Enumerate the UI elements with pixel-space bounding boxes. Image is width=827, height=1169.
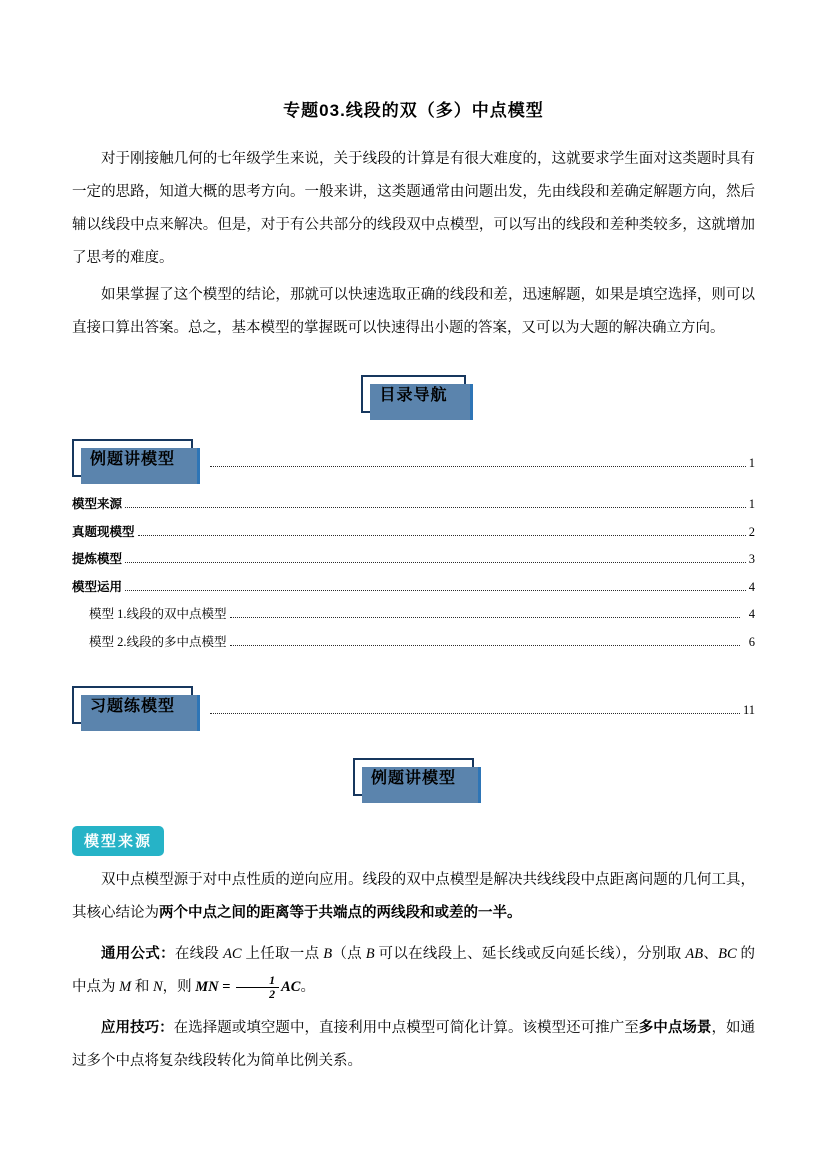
toc-nav-banner-label: 目录导航 [379,387,448,404]
toc-section2-banner [72,686,193,724]
toc-entry-label: 模型 2.线段的多中点模型 [89,634,227,649]
section-banner [353,758,474,796]
text-run: 上任取一点 [241,946,324,962]
dot-leader [230,617,740,618]
toc-section1-leader-row[interactable] [207,450,755,478]
intro-paragraph-2: 如果掌握了这个模型的结论，那就可以快速选取正确的线段和差，迅速解题，如果是填空选择，则可以直接口算出答案。总之，基本模型的掌握既可以快速得出小题的答案，又可以为大题的解决确立方向。 [72,287,755,336]
toc-page-number: 1 [748,455,755,470]
toc-page-number: 2 [748,524,755,539]
toc-entry-sub[interactable] [72,601,755,629]
toc-entry-sub[interactable] [72,629,755,657]
text-run: ，则 [162,979,196,995]
model-source-badge: 模型来源 [72,826,164,856]
text-run: 和 [131,979,153,995]
toc-section2-banner-label: 习题练模型 [90,698,176,715]
toc-section2-leader-row[interactable] [207,697,755,725]
section-banner-wrap [72,758,755,796]
math-var: AB [685,946,704,962]
intro-paragraph-1: 对于刚接触几何的七年级学生来说，关于线段的计算是有很大难度的，这就要求学生面对这类题时具有一定的思路，知道大概的思考方向。一般来讲，这类题通常由问题出发，先由线段和差确定解题方向，然后辅以线段中点来解决。但是，对于有公共部分的线段双中点模型，可以写出的线段和差种类较多，这就增加了思考的难度。 [72,151,755,266]
toc-entry-label: 模型 1.线段的双中点模型 [89,607,227,621]
dot-leader [210,713,740,714]
toc-nav-banner [361,375,465,413]
section-banner-label: 例题讲模型 [370,770,456,787]
text-run: （点 [332,946,366,962]
text-run: 、 [703,946,719,962]
toc-page-number: 3 [748,552,755,566]
toc-entry[interactable] [72,546,755,574]
math-var: B [365,946,375,962]
toc-nav-banner-wrap [72,375,755,413]
tips-paragraph [72,1012,755,1078]
dot-leader [125,590,746,591]
toc-page-number: 11 [742,702,755,717]
toc-entry-label: 模型运用 [72,579,123,594]
dot-leader [125,562,746,563]
toc-section1-banner-label: 例题讲模型 [90,451,176,468]
toc-page-number: 1 [748,497,755,511]
formula-equals: = [222,979,231,995]
toc-page-number: 4 [748,579,755,594]
fraction-denominator: 2 [269,986,276,1001]
toc-entry-label: 提炼模型 [72,552,123,566]
toc-entry-label: 真题现模型 [72,524,135,539]
dot-leader [230,645,740,646]
toc-section-2[interactable] [72,686,755,724]
math-var: AC [223,946,242,962]
toc-page-number: 6 [748,634,755,649]
fraction-numerator: 1 [236,974,279,987]
formula-rhs: AC [281,979,301,995]
formula-fraction [236,974,279,1000]
toc-entry[interactable] [72,491,755,519]
toc-section1-banner [72,439,193,477]
text-run: 可以在线段上、延长线或反向延长线），分别取 [374,946,686,962]
text-run: 。 [300,979,315,995]
model-source-paragraph [72,864,755,930]
text-run: 的中点为 [72,946,756,995]
formula-lhs: MN [195,979,219,995]
toc-section-1[interactable] [72,439,755,477]
formula-label: 通用公式： [101,946,175,962]
text-run: 在线段 [174,946,224,962]
toc-entry-label: 模型来源 [72,497,123,511]
toc-entry[interactable] [72,519,755,547]
toc-list [72,491,755,656]
text-run: 双中点模型源于对中点性质的逆向应用。线段的双中点模型是解决共线线段中点距离问题的几何工具，其核心结论为 [72,872,755,921]
math-var: M [119,979,132,995]
page-title: 专题03.线段的双（多）中点模型 [283,101,544,120]
text-run-bold: 两个中点之间的距离等于共端点的两线段和或差的一半。 [159,905,522,921]
toc-entry[interactable] [72,574,755,602]
text-run: ，如通过多个中点将复杂线段转化为简单比例关系。 [72,1020,756,1069]
tips-label: 应用技巧： [101,1020,174,1036]
math-var: BC [718,946,737,962]
dot-leader [210,466,746,467]
math-var: N [152,979,163,995]
text-run-bold: 多中点场景 [638,1020,712,1036]
text-run: 在选择题或填空题中，直接利用中点模型可简化计算。该模型还可推广至 [173,1020,639,1036]
formula-paragraph [72,938,755,1004]
dot-leader [138,535,746,536]
math-var: B [323,946,333,962]
toc-page-number: 4 [748,607,755,621]
dot-leader [125,507,746,508]
